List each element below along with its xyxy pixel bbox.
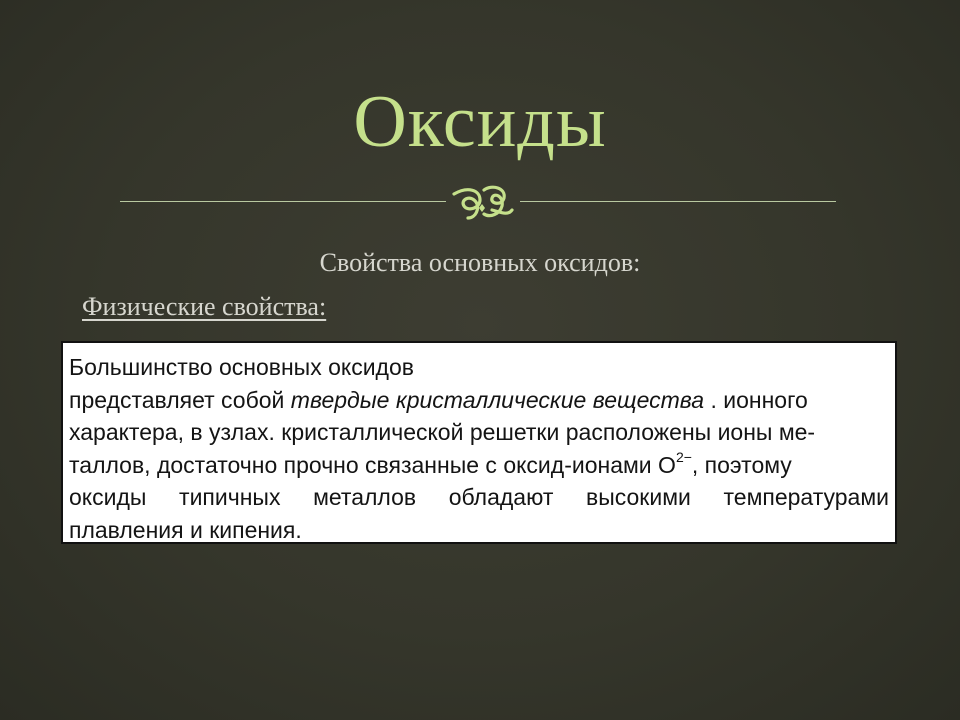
text-line: [69, 384, 889, 417]
text-segment: таллов, достаточно прочно связанные с оксид-ионами O: [69, 451, 676, 478]
slide-title: Оксиды: [353, 81, 607, 163]
text-line: характера, в узлах. кристаллической решетки расположены ионы ме-: [69, 419, 816, 445]
text-word: обладают: [448, 484, 554, 510]
text-segment: . ионного: [710, 386, 808, 413]
text-box: [61, 341, 897, 544]
oxide-ion-charge: 2−: [675, 448, 692, 465]
text-word: оксиды: [69, 484, 147, 510]
divider-line-left: [120, 201, 446, 202]
text-line: Большинство основных оксидов: [69, 354, 414, 380]
title-divider: [120, 180, 836, 224]
text-word: типичных: [179, 484, 281, 510]
section-heading: Физические свойства:: [82, 292, 327, 321]
fleuron-icon: [446, 180, 520, 224]
text-line: плавления и кипения.: [69, 516, 302, 543]
text-word: металлов: [313, 484, 417, 510]
text-line: [69, 449, 889, 482]
text-segment: , поэтому: [691, 451, 792, 478]
text-line: [69, 481, 889, 514]
text-word: высокими: [586, 484, 691, 510]
slide-subtitle: Свойства основных оксидов:: [319, 248, 641, 277]
italic-term: твердые кристаллические вещества: [290, 386, 705, 413]
divider-line-right: [520, 201, 836, 202]
text-word: температурами: [723, 484, 889, 510]
text-segment: представляет собой: [69, 386, 285, 413]
